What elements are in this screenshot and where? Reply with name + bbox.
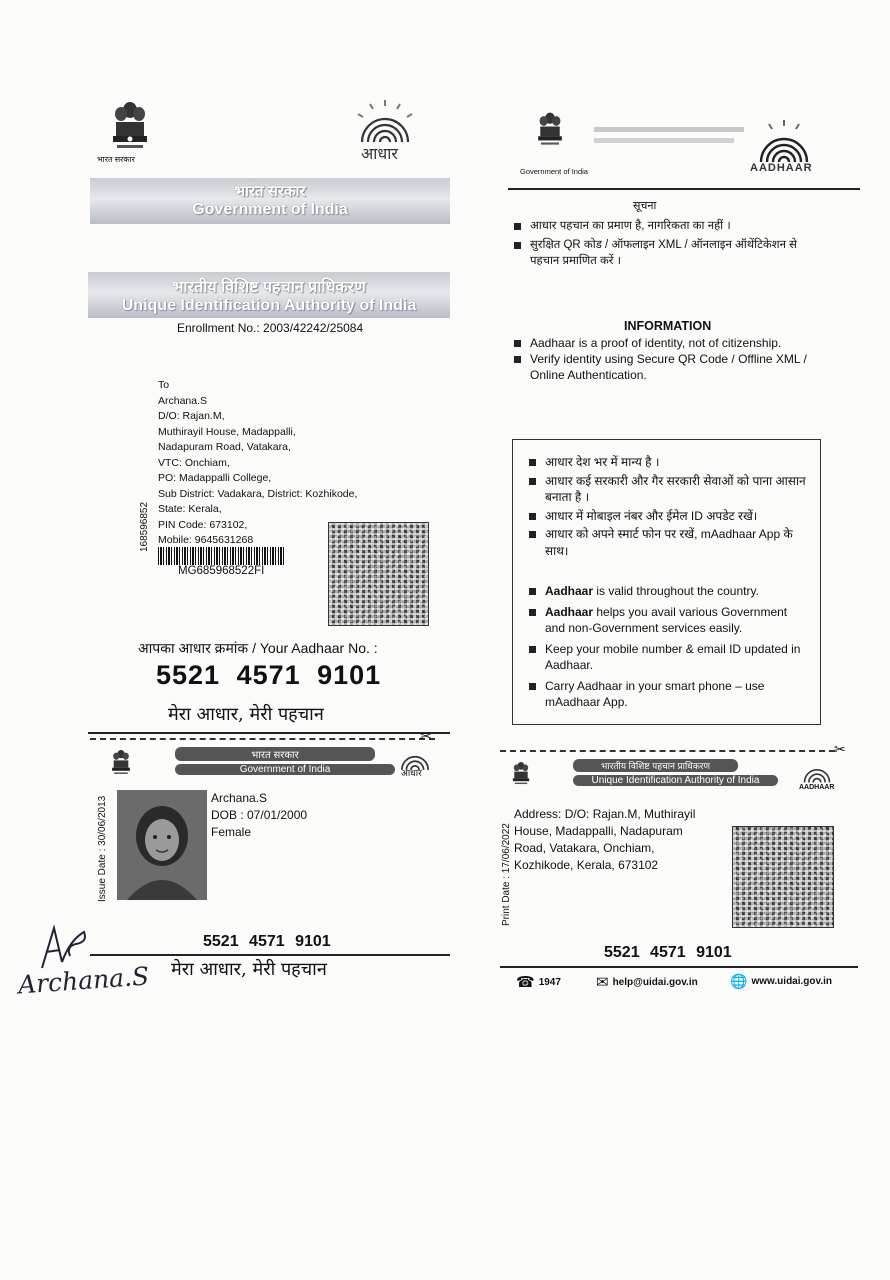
phone-icon: ☎ [516,974,535,991]
footer-website [730,973,832,990]
tagline: मेरा आधार, मेरी पहचान [168,704,324,725]
side-number: 168596852 [139,501,150,552]
text: Carry Aadhaar in your smart phone – use mAadhaar App. [545,678,765,709]
footer-phone [516,973,561,991]
text: is valid throughout the country. [593,584,759,598]
address-line: To [158,379,170,391]
list-item: सुरक्षित QR कोड / ऑफलाइन XML / ऑनलाइन ऑथेंटिकेशन से पहचान प्रमाणित करें । [514,237,814,269]
government-banner [90,178,450,224]
list-item: आधार देश भर में मान्य है । [529,454,809,471]
list-item: Verify identity using Secure QR Code / Offline XML / Online Authentication. [514,351,814,383]
list-item [529,604,809,637]
bold-text: Aadhaar [545,604,594,619]
national-emblem-icon [107,98,153,156]
uidai-banner [88,272,450,318]
emblem-caption: Government of India [520,167,588,176]
list-item [529,641,809,674]
your-aadhaar-label: आपका आधार क्रमांक / Your Aadhaar No. : [138,640,378,656]
list-item: आधार को अपने स्मार्ट फोन पर रखें, mAadhaar App के साथ। [529,526,809,559]
address-line: D/O: Rajan.M, [158,410,225,422]
divider [90,954,450,956]
print-date: Print Date : 17/06/2022 [501,823,512,926]
address-line: Sub District: Vadakara, District: Kozhikode, [158,487,358,500]
qr-code [732,826,834,928]
banner-hindi: भारत सरकार [234,183,306,200]
bold-text: Aadhaar [545,584,594,598]
aadhaar-logo-text: आधार [361,144,398,163]
card-address: Address: D/O: Rajan.M, Muthirayil House, Madappalli, Nadapuram Road, Vatakara, Onchiam, Kozhikode, Kerala, 673102 [514,807,696,872]
aadhaar-logo-text: AADHAAR [750,162,813,174]
enrollment-number: Enrollment No.: 2003/42242/25084 [177,321,364,335]
national-emblem-icon [510,758,532,790]
issue-date: Issue Date : 30/06/2013 [97,795,108,902]
aadhaar-logo-icon [350,98,420,148]
emblem-caption: भारत सरकार [97,155,135,164]
address-line: Nadapuram Road, Vatakara, [158,441,291,453]
address-line: PO: Madappalli College, [158,472,272,484]
email-address[interactable]: help@uidai.gov.in [612,976,698,988]
list-item [529,583,809,600]
card-gender: Female [211,825,252,839]
suchna-title: सूचना [633,200,657,212]
redaction-bar [594,127,744,132]
qr-code [328,522,429,626]
banner-english: Government of India [192,201,348,218]
card-logo-text: AADHAAR [799,784,835,791]
address-line: VTC: Onchiam, [158,456,230,469]
card-aadhaar-number: 5521 4571 9101 [203,933,331,950]
divider [508,188,860,190]
national-emblem-icon [109,746,133,780]
info-box-english [529,583,809,711]
card-tagline: मेरा आधार, मेरी पहचान [171,959,327,980]
card-aadhaar-number: 5521 4571 9101 [604,944,732,961]
list-item: आधार कई सरकारी और गैर सरकारी सेवाओं को पाना आसान बनाता है । [529,473,809,506]
card-logo-text: आधार [401,768,422,778]
divider [500,966,858,968]
list-item: आधार पहचान का प्रमाण है, नागरिकता का नहीं । [514,218,814,234]
redaction-bar [594,138,734,143]
national-emblem-icon [534,108,566,152]
banner-english: Unique Identification Authority of India [121,297,417,314]
card-banner-hindi: भारत सरकार [175,747,375,761]
aadhaar-logo-icon [798,758,836,786]
scissors-icon: ✂ [834,741,846,757]
list-item [529,678,809,711]
address-line: Mobile: 9645631268 [158,534,254,546]
text: helps you avail various Government and non-Government services easily. [545,604,788,635]
address-line: Muthirayil House, Madappalli, [158,425,296,438]
photo [117,790,207,900]
info-box [512,439,821,725]
card-banner-hindi: भारतीय विशिष्ट पहचान प्राधिकरण [573,759,738,772]
signature: Archana.S [17,961,150,1000]
signature-mark-icon [36,922,90,972]
mail-icon: ✉ [596,974,609,991]
divider [88,732,450,734]
list-item: Aadhaar is a proof of identity, not of citizenship. [514,335,814,351]
text: Keep your mobile number & email ID updated in Aadhaar. [545,641,801,672]
info-box-hindi [529,454,809,559]
card-banner-english: Government of India [175,764,395,775]
globe-icon: 🌐 [730,973,748,989]
phone-number: 1947 [538,976,561,988]
card-banner-english: Unique Identification Authority of India [573,775,778,786]
card-details [211,790,307,841]
aadhaar-number: 5521 4571 9101 [156,660,382,690]
banner-hindi: भारतीय विशिष्ट पहचान प्राधिकरण [172,279,366,296]
barcode-text: MG685968522FI [178,565,265,577]
cut-line [500,750,835,752]
suchna-list [514,218,814,269]
address-line: State: Kerala, [158,503,222,515]
footer-email [596,973,698,991]
aadhaar-logo-icon [744,118,824,168]
aadhaar-letter-left [85,90,453,990]
cut-line [90,738,435,740]
info-title: INFORMATION [624,319,712,333]
card-name: Archana.S [211,791,268,805]
aadhaar-letter-right [498,100,860,1000]
website-link[interactable]: www.uidai.gov.in [751,976,832,987]
info-list [514,335,814,383]
card-dob: DOB : 07/01/2000 [211,808,308,822]
barcode [158,547,286,565]
address-line: PIN Code: 673102, [158,518,248,531]
list-item: आधार में मोबाइल नंबर और ईमेल ID अपडेट रखें। [529,508,809,525]
scissors-icon: ✂ [420,728,432,744]
address-line: Archana.S [158,394,208,407]
